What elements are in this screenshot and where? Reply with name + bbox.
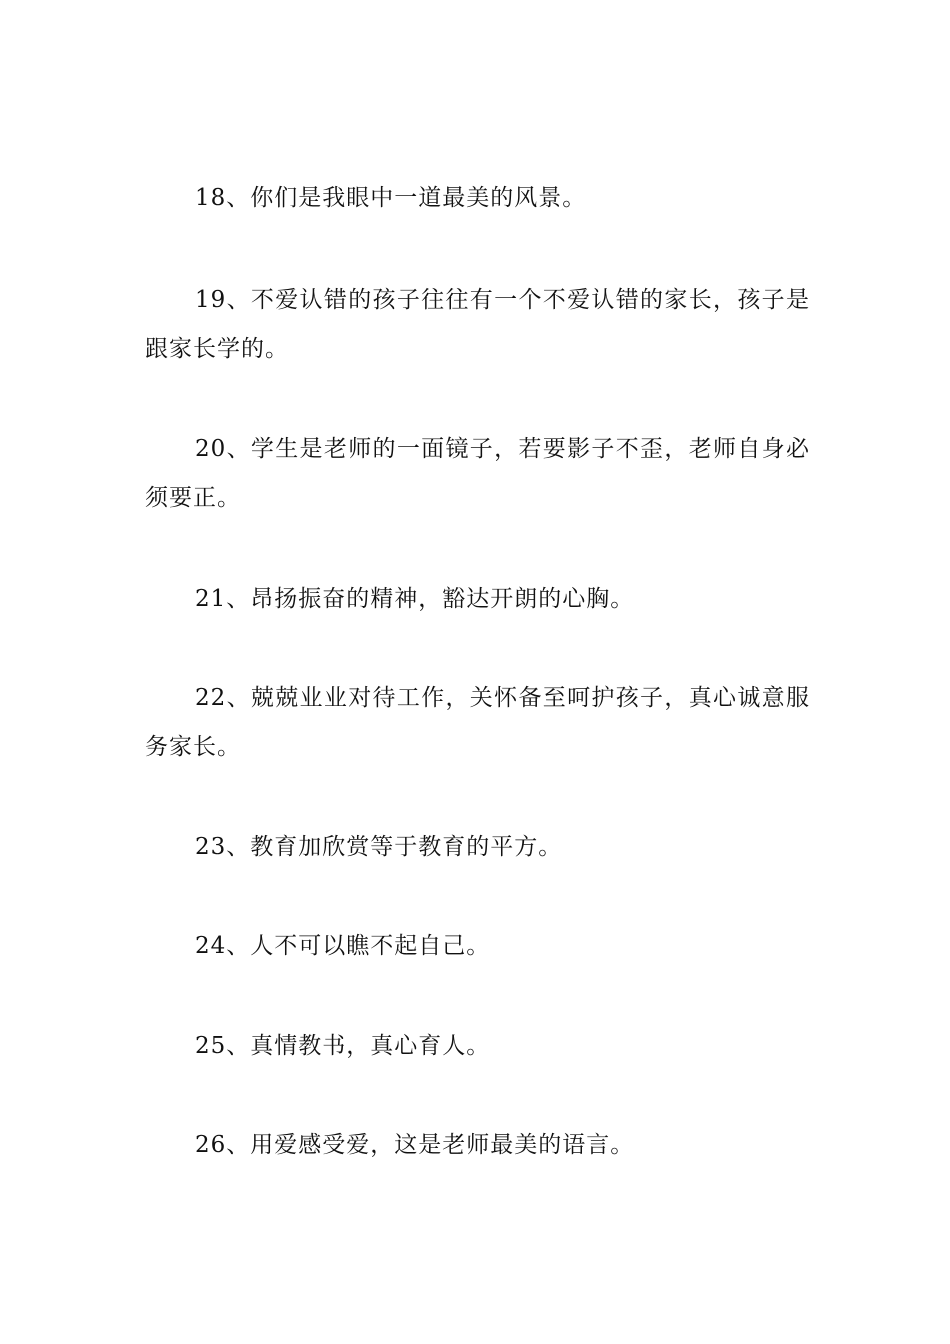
paragraph-19: 19、不爱认错的孩子往往有一个不爱认错的家长，孩子是跟家长学的。 <box>145 287 810 362</box>
paragraph-25: 25、真情教书，真心育人。 <box>195 1033 491 1059</box>
paragraph-20: 20、学生是老师的一面镜子，若要影子不歪，老师自身必须要正。 <box>145 436 810 511</box>
paragraph-26: 26、用爱感受爱，这是老师最美的语言。 <box>195 1132 635 1158</box>
paragraph-18: 18、你们是我眼中一道最美的风景。 <box>195 185 587 211</box>
paragraph-22: 22、兢兢业业对待工作，关怀备至呵护孩子，真心诚意服务家长。 <box>145 685 810 760</box>
paragraph-21: 21、昂扬振奋的精神，豁达开朗的心胸。 <box>195 586 635 612</box>
paragraph-24: 24、人不可以瞧不起自己。 <box>195 933 491 959</box>
paragraph-23: 23、教育加欣赏等于教育的平方。 <box>195 834 563 860</box>
